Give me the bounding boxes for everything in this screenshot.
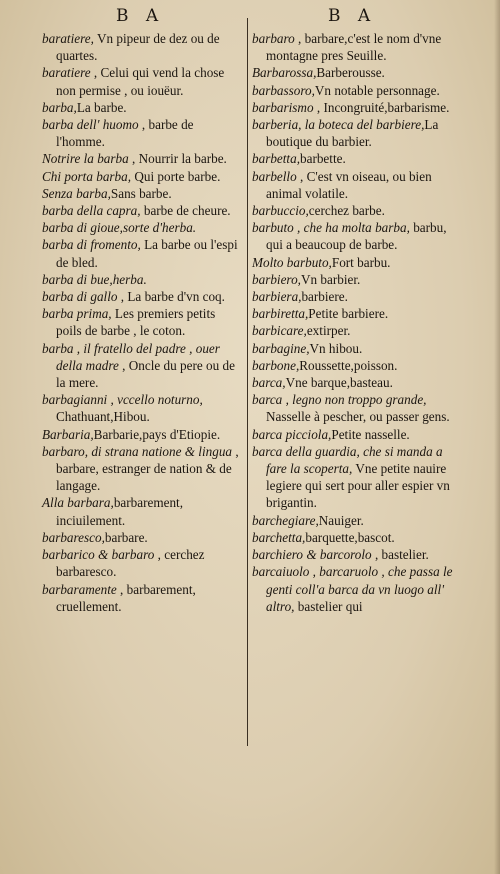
entry-definition: barbu, qui a beaucoup de barbe.: [266, 220, 447, 253]
entry-definition: Nauiger.: [318, 512, 364, 528]
entry-headword: barba prima,: [42, 306, 112, 322]
entry-definition: , barbarement, cruellement.: [56, 581, 196, 614]
entry-definition: , barbare, estranger de nation & de langage.: [56, 443, 239, 494]
dictionary-entry: [42, 219, 244, 236]
dictionary-entry: [252, 357, 454, 374]
entry-headword: barbagine,: [252, 340, 310, 356]
entry-definition: , Oncle du pere ou de la mere.: [56, 357, 235, 391]
entry-definition: , barbe de l'homme.: [56, 117, 194, 150]
entry-headword: barba , il fratello del padre , ouer della madre: [42, 340, 220, 373]
dictionary-entry: [42, 340, 244, 392]
entry-definition: , Incongruité,barbarisme.: [313, 99, 450, 115]
entry-definition: Qui porte barbe.: [131, 168, 221, 184]
dictionary-entry: [42, 305, 244, 339]
left-column: [42, 30, 244, 615]
dictionary-entry: [252, 288, 454, 305]
entry-headword: barbarico & barbaro: [42, 547, 155, 563]
running-header: [40, 6, 460, 30]
dictionary-entry: [42, 168, 244, 185]
page-edge-shadow: [494, 0, 500, 874]
entry-definition: Vn notable personnage.: [314, 82, 440, 98]
entry-headword: barba della capra,: [42, 203, 141, 219]
entry-headword: barbone,: [252, 357, 300, 373]
header-right-letters: B A: [328, 6, 377, 26]
dictionary-entry: [252, 219, 454, 253]
dictionary-entry: [42, 99, 244, 116]
entry-headword: barbicare,: [252, 323, 307, 339]
entry-definition: Les premiers petits poils de barbe , le coton.: [56, 306, 216, 339]
entry-definition: Nasselle à pescher, ou passer gens.: [266, 409, 450, 425]
entry-headword: barbiero,: [252, 271, 301, 287]
entry-definition: barbare.: [104, 529, 148, 545]
dictionary-entry: [42, 391, 244, 425]
entry-definition: , Nourrir la barbe.: [128, 151, 227, 167]
dictionary-entry: [42, 30, 244, 64]
entry-definition: , Celui qui vend la chose non permise , ou iouëur.: [56, 65, 225, 98]
dictionary-entry: [252, 426, 454, 443]
entry-headword: Barbarossa,: [252, 65, 317, 81]
entry-headword: barba di gioue,sorte d'herba.: [42, 220, 197, 236]
entry-definition: La barbe ou l'espi de bled.: [56, 237, 238, 270]
dictionary-entry: [252, 30, 454, 64]
entry-definition: Fort barbu.: [331, 254, 391, 270]
dictionary-entry: [42, 494, 244, 528]
entry-definition: Vne barque,basteau.: [285, 375, 393, 391]
column-divider: [247, 18, 248, 746]
entry-definition: Chathuant,Hibou.: [56, 409, 150, 425]
entry-headword: barbiera,: [252, 289, 302, 305]
right-column: [252, 30, 454, 615]
dictionary-entry: [42, 202, 244, 219]
dictionary-entry: [252, 512, 454, 529]
dictionary-entry: [252, 99, 454, 116]
dictionary-entry: [42, 426, 244, 443]
entry-headword: Molto barbuto,: [252, 254, 332, 270]
dictionary-entry: [252, 443, 454, 512]
entry-headword: barbetta,: [252, 151, 300, 167]
entry-definition: Petite nasselle.: [331, 426, 410, 442]
entry-headword: Alla barbara,: [42, 495, 114, 511]
entry-definition: barbe de cheure.: [140, 203, 231, 219]
entry-definition: bastelier qui: [294, 598, 363, 614]
entry-headword: barbiretta,: [252, 306, 309, 322]
dictionary-entry: [42, 150, 244, 167]
entry-headword: baratiere: [42, 65, 91, 81]
dictionary-entry: [252, 150, 454, 167]
dictionary-entry: [252, 563, 454, 615]
dictionary-entry: [252, 116, 454, 150]
entry-headword: barba di bue,herba.: [42, 271, 147, 287]
entry-headword: barbuccio,: [252, 203, 309, 219]
entry-definition: barbiere.: [301, 289, 348, 305]
dictionary-entry: [252, 82, 454, 99]
dictionary-entry: [252, 254, 454, 271]
dictionary-entry: [252, 374, 454, 391]
entry-definition: Vne petite nauire legiere qui sert pour aller espier vn brigantin.: [266, 461, 450, 511]
entry-headword: barba di fromento,: [42, 237, 141, 253]
dictionary-entry: [252, 322, 454, 339]
entry-definition: La boutique du barbier.: [266, 117, 439, 150]
entry-headword: barbarismo: [252, 99, 314, 115]
entry-definition: Sans barbe.: [110, 185, 172, 201]
dictionary-entry: [42, 546, 244, 580]
entry-headword: Barbaria,: [42, 426, 94, 442]
entry-headword: barba,: [42, 99, 77, 115]
entry-headword: barbello: [252, 168, 297, 184]
entry-headword: barchiero & barcorolo: [252, 547, 372, 563]
dictionary-entry: [252, 391, 454, 425]
entry-headword: barbaresco,: [42, 529, 105, 545]
entry-definition: extirper.: [306, 323, 351, 339]
entry-definition: barquette,bascot.: [305, 529, 395, 545]
entry-headword: barba dell' huomo: [42, 117, 139, 133]
entry-definition: barbette.: [300, 151, 346, 167]
entry-headword: barchetta,: [252, 529, 306, 545]
entry-definition: , cerchez barbaresco.: [56, 547, 205, 580]
entry-headword: barbaro, di strana natione & lingua: [42, 443, 233, 459]
dictionary-entry: [42, 271, 244, 288]
dictionary-entry: [42, 64, 244, 98]
dictionary-entry: [252, 305, 454, 322]
dictionary-entry: [42, 581, 244, 615]
entry-headword: barbagianni , vccello noturno,: [42, 392, 203, 408]
entry-definition: , C'est vn oiseau, ou bien animal volatile.: [266, 168, 432, 201]
entry-headword: barca della guardia, che si manda a fare la scoperta,: [252, 443, 443, 477]
dictionary-entry: [252, 271, 454, 288]
entry-definition: Roussette,poisson.: [299, 357, 398, 373]
entry-headword: barchegiare,: [252, 512, 319, 528]
entry-definition: Barberousse.: [316, 65, 385, 81]
entry-definition: Petite barbiere.: [308, 306, 389, 322]
dictionary-entry: [252, 546, 454, 563]
entry-definition: Vn barbier.: [300, 271, 361, 287]
entry-definition: Vn hibou.: [309, 340, 363, 356]
entry-definition: , La barbe d'vn coq.: [117, 289, 225, 305]
entry-definition: Barbarie,pays d'Etiopie.: [93, 426, 221, 442]
entry-headword: barbuto , che ha molta barba,: [252, 220, 410, 236]
dictionary-entry: [252, 340, 454, 357]
entry-definition: , barbare,c'est le nom d'vne montagne pres Seuille.: [266, 31, 442, 64]
entry-definition: Vn pipeur de dez ou de quartes.: [56, 31, 220, 64]
entry-headword: barbassoro,: [252, 82, 315, 98]
entry-headword: Senza barba,: [42, 185, 111, 201]
entry-headword: barbaro: [252, 31, 295, 46]
entry-headword: barca,: [252, 375, 286, 391]
entry-definition: , bastelier.: [371, 547, 429, 563]
dictionary-entry: [42, 236, 244, 270]
dictionary-entry: [42, 443, 244, 495]
entry-definition: barbarement, inciuilement.: [56, 495, 184, 528]
entry-definition: La barbe.: [76, 99, 127, 115]
entry-definition: cerchez barbe.: [308, 203, 385, 219]
entry-headword: barcaiuolo , barcaruolo , che passa le genti coll'a barca da vn luogo all' altro,: [252, 564, 453, 614]
entry-headword: Chi porta barba,: [42, 168, 132, 184]
dictionary-entry: [252, 168, 454, 202]
dictionary-entry: [252, 202, 454, 219]
dictionary-entry: [252, 529, 454, 546]
dictionary-entry: [252, 64, 454, 81]
dictionary-entry: [42, 288, 244, 305]
entry-headword: barberia, la boteca del barbiere,: [252, 117, 425, 133]
dictionary-entry: [42, 116, 244, 150]
entry-headword: barbaramente: [42, 581, 117, 597]
entry-headword: barca , legno non troppo grande,: [252, 392, 427, 408]
entry-headword: Notrire la barba: [42, 151, 129, 167]
header-left-letters: B A: [116, 6, 165, 26]
entry-headword: barca picciola,: [252, 426, 332, 442]
dictionary-entry: [42, 529, 244, 546]
entry-headword: barba di gallo: [42, 289, 118, 305]
entry-headword: baratiere,: [42, 31, 94, 46]
dictionary-entry: [42, 185, 244, 202]
